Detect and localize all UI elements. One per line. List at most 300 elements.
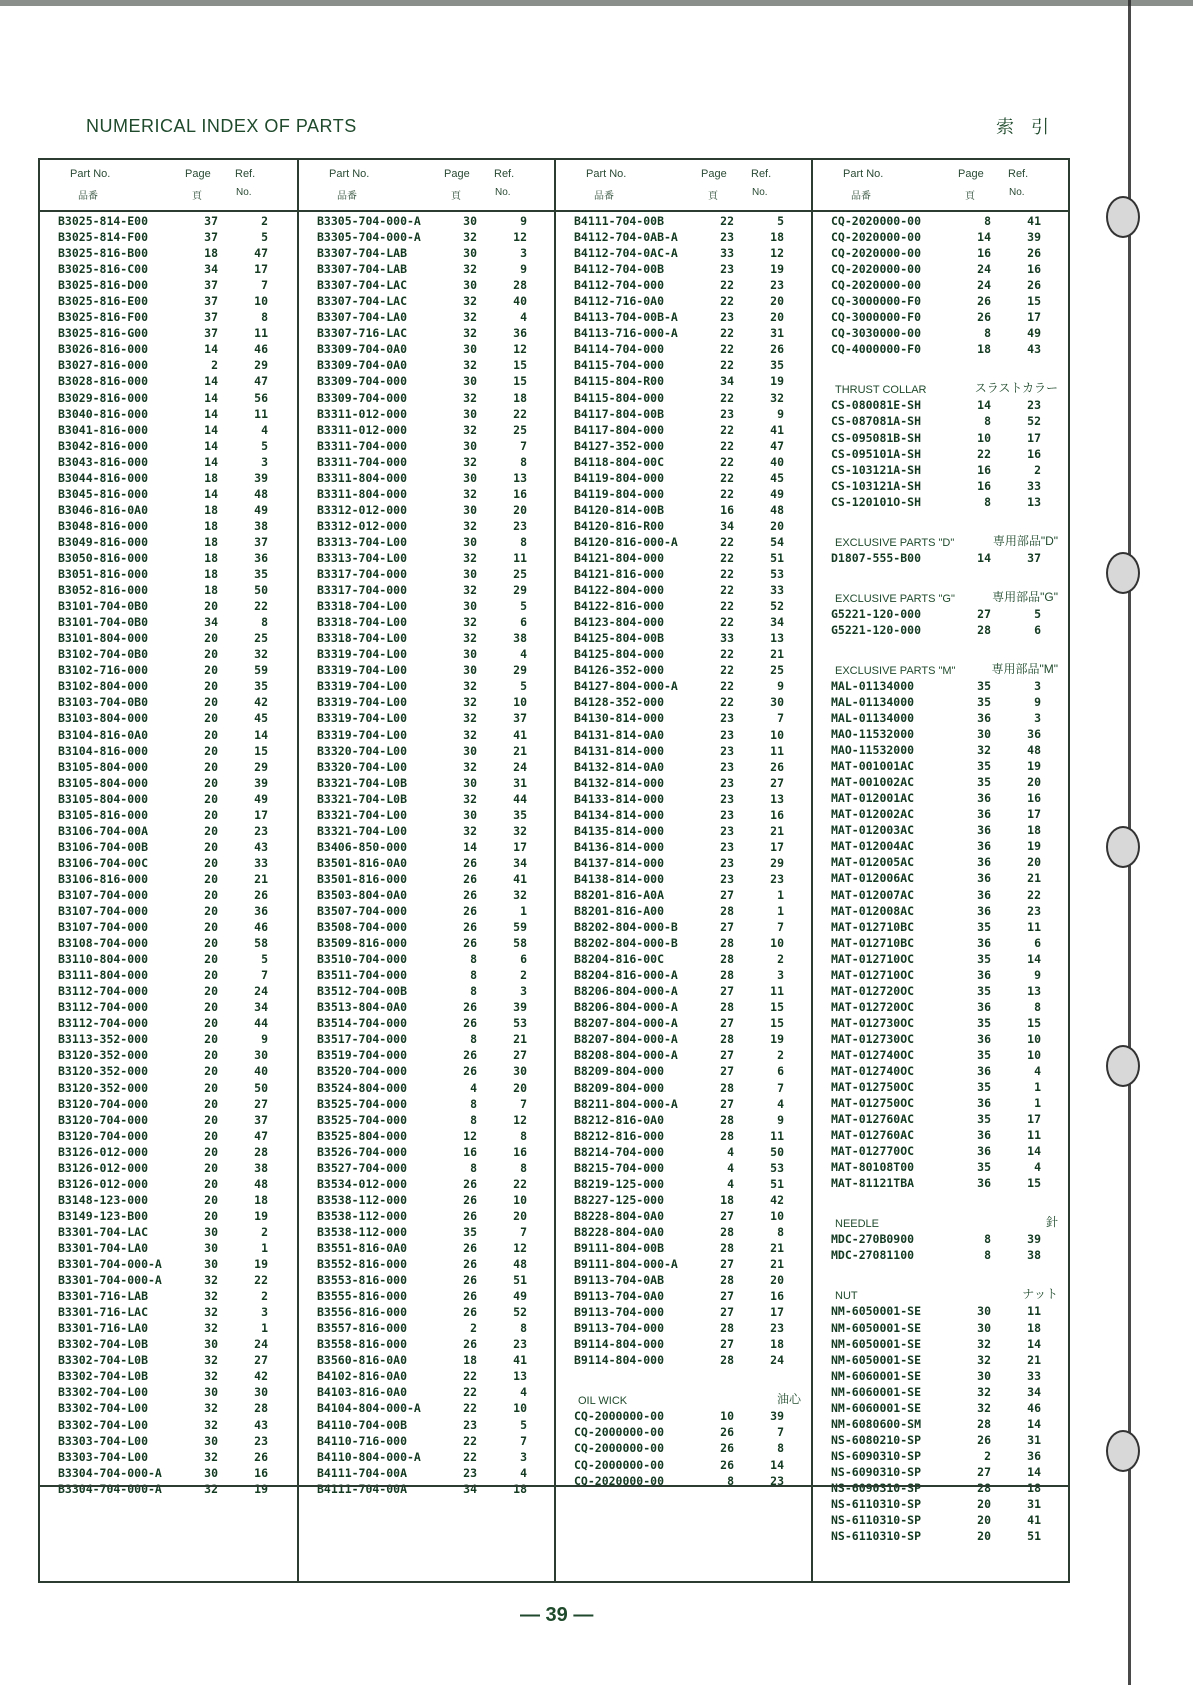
ref-number: 33 [1027,1368,1041,1383]
ref-number: 33 [770,583,784,598]
ref-number: 8 [520,1321,527,1336]
part-row [40,1032,297,1048]
part-row [40,567,297,583]
part-row [556,1209,811,1225]
ref-number: 18 [770,1337,784,1352]
part-number: B3313-704-L00 [317,534,408,549]
page-ref: 22 [720,534,734,549]
section-gap [813,511,1068,525]
ref-number: 26 [254,1449,268,1464]
ref-number: 23 [254,1433,268,1448]
part-number: B3309-704-000 [317,374,408,389]
page-ref: 26 [463,1337,477,1352]
part-row [299,792,554,808]
part-row [556,792,811,808]
page-ref: 36 [977,1176,991,1191]
ref-number: 11 [1027,919,1041,934]
ref-number: 35 [770,358,784,373]
ref-number: 36 [1027,727,1041,742]
header-part-no-jp: 品番 [337,191,357,202]
ref-number: 20 [770,1273,784,1288]
part-number: B3149-123-B00 [58,1208,149,1223]
part-number: B8209-804-000 [574,1080,665,1095]
part-row [556,1161,811,1177]
part-number: B3311-012-000 [317,422,408,437]
page-ref: 28 [720,1241,734,1255]
part-row [556,808,811,824]
column-header [299,160,554,212]
part-row [40,631,297,647]
part-row [813,1529,1068,1545]
page-ref: 20 [204,1000,218,1015]
part-number: MAT-80108T00 [831,1160,915,1175]
ref-number: 1 [1034,1096,1041,1111]
page-ref: 23 [720,310,734,325]
part-number: B3321-704-L00 [317,807,408,822]
page-ref: 12 [463,1128,477,1143]
part-row [40,487,297,503]
part-number: B3307-704-LAC [317,278,408,293]
page-ref: 30 [463,374,477,389]
part-number: B3106-704-00A [58,823,149,838]
part-row [40,230,297,246]
ref-number: 24 [254,1337,268,1352]
part-number: B3321-704-L0B [317,791,408,806]
page-ref: 26 [463,1289,477,1304]
ref-number: 43 [254,839,268,854]
page-ref: 28 [720,1321,734,1336]
ref-number: 23 [1027,398,1041,413]
part-row [556,711,811,727]
page-ref: 37 [204,230,218,245]
part-row [299,358,554,374]
ref-number: 11 [254,326,268,341]
page-ref: 14 [204,406,218,421]
section-title: EXCLUSIVE PARTS "D" [835,536,955,549]
part-number: B4113-716-000-A [574,326,678,341]
index-rows [813,214,1068,1545]
index-column [811,160,1068,1581]
part-number: B3320-704-L00 [317,759,408,774]
part-number: CS-087081A-SH [831,414,922,429]
page-ref: 36 [977,967,991,982]
part-number: B4138-814-000 [574,871,665,886]
ref-number: 24 [513,759,527,774]
page-number: — 39 — [520,1604,594,1626]
part-number: B3102-704-0B0 [58,647,149,662]
part-number: B4114-704-000 [574,342,665,357]
page-ref: 28 [977,1481,991,1495]
ref-number: 56 [254,390,268,405]
page-ref: 22 [720,390,734,405]
part-number: B3512-704-00B [317,984,408,999]
ref-number: 34 [513,855,527,870]
ref-number: 14 [770,1457,784,1472]
column-header [813,160,1068,212]
part-number: CQ-2000000-00 [574,1409,665,1424]
part-number: B4102-816-0A0 [317,1369,408,1384]
page-ref: 8 [470,1112,477,1127]
page-ref: 28 [720,904,734,919]
column-footer-rule [40,1485,297,1487]
ref-number: 11 [254,406,268,421]
page-ref: 8 [470,984,477,999]
part-number: B3102-804-000 [58,679,149,694]
part-row [299,1466,554,1482]
part-row [556,407,811,423]
ref-number: 24 [770,1353,784,1368]
part-row [299,567,554,583]
ref-number: 7 [777,920,784,935]
ref-number: 51 [1027,1529,1041,1544]
part-row [556,679,811,695]
page-ref: 14 [204,438,218,453]
part-number: B3126-012-000 [58,1144,149,1159]
part-number: B3508-704-000 [317,920,408,935]
page-ref: 20 [204,984,218,999]
part-row [813,1096,1068,1112]
page-ref: 14 [463,839,477,854]
page-ref: 18 [204,534,218,549]
part-number: B3307-704-LAB [317,246,408,261]
part-row [40,1450,297,1466]
part-number: MAT-012740OC [831,1064,915,1079]
ref-number: 43 [254,1417,268,1432]
part-row [813,1144,1068,1160]
ref-number: 41 [513,1353,527,1368]
part-row [299,423,554,439]
page-ref: 14 [977,550,991,565]
ref-number: 11 [770,984,784,999]
part-row [40,583,297,599]
part-row [556,631,811,647]
header-part-no-jp: 品番 [594,191,614,202]
part-number: B3025-814-F00 [58,230,149,245]
part-number: B3307-704-LA0 [317,310,408,325]
part-row [40,840,297,856]
page-ref: 23 [463,1465,477,1480]
page-ref: 4 [727,1144,734,1159]
ref-number: 14 [1027,1144,1041,1159]
page-ref: 22 [720,326,734,341]
ref-number: 4 [777,1096,784,1111]
ref-number: 9 [777,406,784,421]
page-ref: 32 [463,294,477,309]
page-ref: 32 [463,727,477,742]
part-number: B3050-816-000 [58,550,149,565]
page-ref: 14 [204,454,218,469]
part-row [299,439,554,455]
part-row [299,1113,554,1129]
ref-number: 8 [520,1128,527,1143]
part-number: B3527-704-000 [317,1160,408,1175]
part-number: CQ-3030000-00 [831,326,922,341]
page-ref: 24 [977,278,991,293]
part-number: B3049-816-000 [58,534,149,549]
ref-number: 25 [513,567,527,582]
part-number: NS-6090310-SP [831,1481,922,1495]
page-ref: 32 [977,1384,991,1399]
page-ref: 32 [463,711,477,726]
part-row [299,1129,554,1145]
part-row [556,471,811,487]
ref-number: 18 [254,1192,268,1207]
page-ref: 30 [204,1433,218,1448]
page-ref: 36 [977,871,991,886]
ref-number: 46 [1027,1400,1041,1415]
ref-number: 36 [513,326,527,341]
ref-number: 23 [254,823,268,838]
part-row [813,759,1068,775]
page-ref: 8 [984,214,991,228]
ref-number: 9 [520,214,527,228]
part-row [40,374,297,390]
part-row [556,455,811,471]
ref-number: 19 [254,1208,268,1223]
ref-number: 52 [1027,414,1041,429]
ref-number: 2 [261,214,268,228]
ref-number: 48 [1027,743,1041,758]
page-ref: 20 [977,1513,991,1528]
ref-number: 1 [777,887,784,902]
part-number: CQ-3000000-F0 [831,294,922,309]
page-ref: 22 [720,663,734,678]
ref-number: 30 [770,695,784,710]
page-ref: 36 [977,791,991,806]
index-column [554,160,811,1581]
part-row [556,294,811,310]
ref-number: 2 [520,968,527,983]
ref-number: 8 [520,454,527,469]
ref-number: 58 [513,936,527,951]
part-row [299,1177,554,1193]
part-number: B4104-804-000-A [317,1401,421,1416]
part-number: B3520-704-000 [317,1064,408,1079]
page-ref: 26 [463,1176,477,1191]
ref-number: 54 [770,534,784,549]
part-row [299,326,554,342]
page-ref: 32 [463,358,477,373]
ref-number: 42 [254,695,268,710]
part-row [556,872,811,888]
page-ref: 32 [204,1401,218,1416]
part-row [813,952,1068,968]
page-ref: 36 [977,855,991,870]
ref-number: 51 [770,550,784,565]
part-number: B3555-816-000 [317,1289,408,1304]
page-ref: 23 [720,743,734,758]
part-number: B3307-704-LAC [317,294,408,309]
part-row [299,1097,554,1113]
part-row [813,743,1068,759]
page-ref: 35 [977,951,991,966]
part-number: B3534-012-000 [317,1176,408,1191]
part-number: B4117-804-000 [574,422,665,437]
header-ref: Ref. [1008,168,1029,180]
ref-number: 20 [513,1080,527,1095]
page-ref: 14 [977,230,991,245]
page-ref: 22 [463,1433,477,1448]
page-ref: 22 [463,1369,477,1384]
part-row [40,904,297,920]
page-ref: 20 [204,1144,218,1159]
part-number: B3525-704-000 [317,1112,408,1127]
part-number: B3511-704-000 [317,968,408,983]
page-ref: 20 [204,887,218,902]
part-row [299,374,554,390]
part-number: B4127-804-000-A [574,679,678,694]
index-rows [40,214,297,1498]
page-ref: 20 [204,1160,218,1175]
ref-number: 17 [1027,1112,1041,1127]
part-row [40,728,297,744]
page-ref: 26 [463,1257,477,1272]
ref-number: 16 [770,1289,784,1304]
part-row [556,423,811,439]
ref-number: 2 [777,1048,784,1063]
part-number: B3517-704-000 [317,1032,408,1047]
part-number: B3043-816-000 [58,454,149,469]
page-ref: 20 [204,711,218,726]
part-number: G5221-120-000 [831,622,922,637]
ref-number: 17 [1027,430,1041,445]
ref-number: 33 [254,855,268,870]
page-ref: 26 [463,871,477,886]
ref-number: 39 [513,1000,527,1015]
page-ref: 26 [463,855,477,870]
ref-number: 15 [770,1000,784,1015]
punch-hole [1106,552,1140,594]
part-number: B3028-816-000 [58,374,149,389]
ref-number: 15 [513,358,527,373]
part-row [556,695,811,711]
ref-number: 29 [254,358,268,373]
part-number: B3104-816-000 [58,743,149,758]
ref-number: 13 [513,470,527,485]
part-number: MDC-27081100 [831,1248,915,1263]
part-row [556,1474,811,1490]
part-number: B4110-804-000-A [317,1449,421,1464]
part-number: B3560-816-0A0 [317,1353,408,1368]
page-ref: 18 [977,342,991,357]
part-number: B4125-804-00B [574,631,665,646]
part-row [40,1113,297,1129]
part-row [299,1273,554,1289]
part-number: B8215-704-000 [574,1160,665,1175]
page-ref: 20 [204,1112,218,1127]
part-number: B3106-704-00B [58,839,149,854]
part-row [40,535,297,551]
part-number: B3045-816-000 [58,486,149,501]
page-ref: 23 [720,823,734,838]
part-number: B3317-704-000 [317,583,408,598]
page-ref: 30 [204,1224,218,1239]
part-row [813,695,1068,711]
part-row [813,262,1068,278]
page-ref: 20 [204,855,218,870]
ref-number: 13 [770,631,784,646]
page-ref: 27 [720,887,734,902]
ref-number: 51 [770,1176,784,1191]
part-number: B9113-704-000 [574,1321,665,1336]
part-number: B3026-816-000 [58,342,149,357]
part-row [40,663,297,679]
part-row [299,1032,554,1048]
part-row [556,1000,811,1016]
part-number: B3318-704-L00 [317,615,408,630]
part-row [299,615,554,631]
header-page: Page [185,168,211,180]
ref-number: 15 [254,743,268,758]
ref-number: 8 [261,615,268,630]
page-ref: 20 [204,823,218,838]
part-number: B4115-704-000 [574,358,665,373]
part-number: B4110-704-00B [317,1417,408,1432]
ref-number: 49 [1027,326,1041,341]
part-number: B3556-816-000 [317,1305,408,1320]
page-ref: 32 [977,1352,991,1367]
part-number: CS-103121A-SH [831,478,922,493]
ref-number: 22 [513,406,527,421]
part-row [813,326,1068,342]
part-number: CQ-2020000-00 [831,262,922,277]
page-ref: 32 [463,230,477,245]
part-row [813,711,1068,727]
part-number: B3321-704-L00 [317,823,408,838]
ref-number: 10 [770,727,784,742]
part-number: B4112-704-000 [574,278,665,293]
part-number: CQ-2000000-00 [574,1441,665,1456]
part-row [299,920,554,936]
part-number: B3303-704-L00 [58,1449,149,1464]
page-ref: 36 [977,887,991,902]
part-row [299,1337,554,1353]
page-ref: 22 [720,454,734,469]
ref-number: 20 [770,294,784,309]
ref-number: 26 [1027,278,1041,293]
ref-number: 7 [520,1096,527,1111]
part-row [556,1081,811,1097]
page-ref: 30 [204,1337,218,1352]
part-number: B4134-814-000 [574,807,665,822]
page-ref: 35 [977,775,991,790]
part-row [299,1305,554,1321]
part-row [556,663,811,679]
part-row [299,679,554,695]
part-row [556,1097,811,1113]
ref-number: 49 [254,791,268,806]
part-row [299,1209,554,1225]
page-ref: 26 [463,1273,477,1288]
part-row [813,1497,1068,1513]
page-ref: 23 [463,1417,477,1432]
part-number: B4117-804-00B [574,406,665,421]
part-number: B3120-352-000 [58,1064,149,1079]
part-number: B3111-804-000 [58,968,149,983]
part-number: B4113-704-00B-A [574,310,678,325]
part-number: B3317-704-000 [317,567,408,582]
ref-number: 7 [520,1224,527,1239]
part-number: CQ-2000000-00 [574,1457,665,1472]
part-number: B3538-112-000 [317,1224,408,1239]
page-ref: 20 [204,1192,218,1207]
part-row [813,807,1068,823]
part-number: B4137-814-000 [574,855,665,870]
part-row [556,519,811,535]
part-row [299,535,554,551]
page-ref: 22 [720,599,734,614]
part-number: B3319-704-L00 [317,727,408,742]
